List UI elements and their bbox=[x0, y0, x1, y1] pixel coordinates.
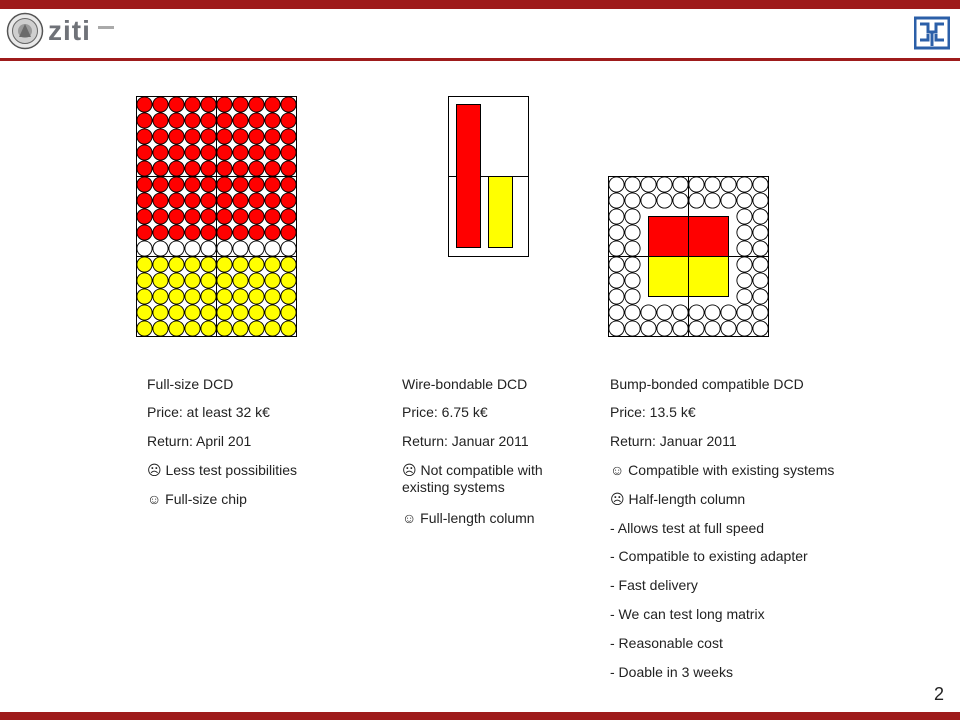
pixel-circle bbox=[137, 273, 152, 288]
pixel-circle bbox=[217, 97, 232, 112]
pixel-circle bbox=[609, 257, 624, 272]
pixel-circle bbox=[233, 273, 248, 288]
pixel-circle bbox=[233, 257, 248, 272]
pixel-circle bbox=[249, 145, 264, 160]
pixel-circle bbox=[137, 209, 152, 224]
pixel-circle bbox=[233, 241, 248, 256]
pixel-circle bbox=[265, 193, 280, 208]
pixel-circle bbox=[249, 241, 264, 256]
pixel-circle bbox=[753, 177, 768, 192]
pixel-circle bbox=[201, 193, 216, 208]
col2-con: ☹ Not compatible with existing systems bbox=[402, 462, 543, 495]
pixel-circle bbox=[137, 257, 152, 272]
pixel-circle bbox=[185, 257, 200, 272]
pixel-circle bbox=[169, 113, 184, 128]
pixel-circle bbox=[265, 289, 280, 304]
university-seal-icon bbox=[6, 12, 44, 50]
pixel-circle bbox=[169, 145, 184, 160]
pixel-circle bbox=[609, 289, 624, 304]
pixel-circle bbox=[281, 289, 296, 304]
pixel-circle bbox=[609, 177, 624, 192]
pixel-circle bbox=[737, 257, 752, 272]
pixel-circle bbox=[737, 225, 752, 240]
pixel-circle bbox=[169, 161, 184, 176]
pixel-circle bbox=[609, 225, 624, 240]
pixel-circle bbox=[281, 209, 296, 224]
pixel-circle bbox=[625, 321, 640, 336]
bump-bonded-dcd-diagram bbox=[608, 176, 770, 338]
pixel-circle bbox=[169, 129, 184, 144]
pixel-circle bbox=[737, 289, 752, 304]
col1-pro: ☺ Full-size chip bbox=[147, 491, 247, 507]
pixel-circle bbox=[265, 161, 280, 176]
pixel-circle bbox=[609, 273, 624, 288]
pixel-circle bbox=[265, 241, 280, 256]
pixel-circle bbox=[137, 289, 152, 304]
col3-bullet: - We can test long matrix bbox=[610, 606, 765, 622]
pixel-circle bbox=[201, 177, 216, 192]
pixel-circle bbox=[233, 321, 248, 336]
pixel-circle bbox=[281, 225, 296, 240]
pixel-circle bbox=[265, 97, 280, 112]
header-rule bbox=[0, 58, 960, 61]
pixel-circle bbox=[657, 305, 672, 320]
pixel-circle bbox=[705, 321, 720, 336]
col3-return: Return: Januar 2011 bbox=[610, 433, 737, 449]
pixel-circle bbox=[185, 241, 200, 256]
pixel-circle bbox=[625, 193, 640, 208]
pixel-circle bbox=[169, 321, 184, 336]
pixel-circle bbox=[625, 241, 640, 256]
pixel-circle bbox=[169, 257, 184, 272]
col1-return: Return: April 201 bbox=[147, 433, 252, 449]
pixel-circle bbox=[249, 97, 264, 112]
pixel-circle bbox=[625, 305, 640, 320]
pixel-circle bbox=[753, 321, 768, 336]
pixel-circle bbox=[137, 193, 152, 208]
pixel-circle bbox=[609, 193, 624, 208]
pixel-circle bbox=[641, 177, 656, 192]
pixel-circle bbox=[153, 257, 168, 272]
pixel-circle bbox=[249, 177, 264, 192]
pixel-circle bbox=[753, 193, 768, 208]
pixel-circle bbox=[137, 305, 152, 320]
pixel-circle bbox=[281, 145, 296, 160]
pixel-circle bbox=[673, 193, 688, 208]
pixel-circle bbox=[737, 209, 752, 224]
pixel-circle bbox=[737, 273, 752, 288]
pixel-circle bbox=[169, 225, 184, 240]
pixel-circle bbox=[137, 177, 152, 192]
col3-bullet: - Allows test at full speed bbox=[610, 520, 765, 536]
wire-bondable-dcd-diagram bbox=[448, 96, 530, 258]
pixel-circle bbox=[217, 305, 232, 320]
pixel-circle bbox=[153, 177, 168, 192]
pixel-circle bbox=[249, 129, 264, 144]
pixel-circle bbox=[217, 113, 232, 128]
pixel-circle bbox=[249, 161, 264, 176]
pixel-circle bbox=[137, 321, 152, 336]
pixel-circle bbox=[185, 225, 200, 240]
col2-return: Return: Januar 2011 bbox=[402, 433, 529, 449]
pixel-circle bbox=[201, 129, 216, 144]
pixel-circle bbox=[721, 177, 736, 192]
pixel-circle bbox=[265, 177, 280, 192]
pixel-circle bbox=[169, 177, 184, 192]
col3-price: Price: 13.5 k€ bbox=[610, 404, 696, 420]
pixel-circle bbox=[217, 289, 232, 304]
col3-pro: ☺ Compatible with existing systems bbox=[610, 462, 835, 478]
pixel-circle bbox=[137, 145, 152, 160]
pixel-circle bbox=[737, 177, 752, 192]
pixel-circle bbox=[201, 161, 216, 176]
bottom-bar bbox=[0, 712, 960, 720]
pixel-circle bbox=[705, 177, 720, 192]
pixel-circle bbox=[169, 209, 184, 224]
pixel-circle bbox=[265, 305, 280, 320]
pixel-circle bbox=[641, 193, 656, 208]
pixel-circle bbox=[737, 241, 752, 256]
pixel-circle bbox=[753, 289, 768, 304]
pixel-circle bbox=[249, 257, 264, 272]
pixel-circle bbox=[185, 289, 200, 304]
pixel-circle bbox=[153, 129, 168, 144]
pixel-circle bbox=[217, 177, 232, 192]
pixel-circle bbox=[201, 225, 216, 240]
pixel-circle bbox=[265, 129, 280, 144]
pixel-circle bbox=[153, 305, 168, 320]
pixel-circle bbox=[753, 273, 768, 288]
pixel-circle bbox=[689, 193, 704, 208]
col2-title: Wire-bondable DCD bbox=[402, 376, 528, 392]
pixel-circle bbox=[281, 257, 296, 272]
logo-dots bbox=[98, 26, 114, 29]
column-full-size bbox=[147, 376, 367, 516]
pixel-circle bbox=[153, 97, 168, 112]
pixel-circle bbox=[281, 241, 296, 256]
pixel-circle bbox=[721, 321, 736, 336]
col2-price: Price: 6.75 k€ bbox=[402, 404, 488, 420]
pixel-circle bbox=[137, 97, 152, 112]
pixel-circle bbox=[737, 305, 752, 320]
pixel-circle bbox=[705, 193, 720, 208]
col3-bullet: - Reasonable cost bbox=[610, 635, 723, 651]
pixel-circle bbox=[689, 321, 704, 336]
pixel-circle bbox=[249, 113, 264, 128]
pixel-circle bbox=[609, 305, 624, 320]
pixel-circle bbox=[625, 209, 640, 224]
pixel-circle bbox=[737, 321, 752, 336]
pixel-circle bbox=[281, 177, 296, 192]
pixel-circle bbox=[201, 97, 216, 112]
pixel-circle bbox=[233, 145, 248, 160]
pixel-circle bbox=[153, 193, 168, 208]
pixel-circle bbox=[153, 113, 168, 128]
pixel-circle bbox=[249, 273, 264, 288]
pixel-circle bbox=[233, 113, 248, 128]
pixel-circle bbox=[609, 209, 624, 224]
pixel-circle bbox=[281, 193, 296, 208]
col3-bullet: - Compatible to existing adapter bbox=[610, 548, 808, 564]
pixel-circle bbox=[217, 241, 232, 256]
pixel-circle bbox=[137, 161, 152, 176]
pixel-circle bbox=[201, 305, 216, 320]
pixel-circle bbox=[233, 161, 248, 176]
pixel-circle bbox=[153, 209, 168, 224]
institute-logo-icon bbox=[914, 16, 950, 50]
pixel-circle bbox=[281, 129, 296, 144]
pixel-circle bbox=[249, 305, 264, 320]
pixel-circle bbox=[249, 209, 264, 224]
pixel-circle bbox=[153, 321, 168, 336]
pixel-circle bbox=[281, 273, 296, 288]
pixel-circle bbox=[265, 209, 280, 224]
pixel-circle bbox=[265, 145, 280, 160]
pixel-circle bbox=[137, 225, 152, 240]
col3-con: ☹ Half-length column bbox=[610, 491, 746, 507]
pixel-circle bbox=[673, 321, 688, 336]
pixel-circle bbox=[657, 177, 672, 192]
pixel-circle bbox=[265, 321, 280, 336]
col3-bullet: - Fast delivery bbox=[610, 577, 698, 593]
pixel-circle bbox=[169, 305, 184, 320]
pixel-circle bbox=[137, 241, 152, 256]
pixel-circle bbox=[753, 241, 768, 256]
pixel-circle bbox=[233, 225, 248, 240]
pixel-circle bbox=[217, 225, 232, 240]
top-bar bbox=[0, 0, 960, 9]
pixel-circle bbox=[137, 113, 152, 128]
pixel-circle bbox=[753, 305, 768, 320]
pixel-circle bbox=[201, 241, 216, 256]
pixel-circle bbox=[169, 273, 184, 288]
pixel-circle bbox=[753, 257, 768, 272]
pixel-circle bbox=[185, 321, 200, 336]
pixel-circle bbox=[153, 289, 168, 304]
pixel-circle bbox=[233, 97, 248, 112]
pixel-circle bbox=[217, 193, 232, 208]
column-wire-bondable bbox=[402, 376, 582, 536]
pixel-circle bbox=[217, 145, 232, 160]
pixel-circle bbox=[217, 161, 232, 176]
col1-con: ☹ Less test possibilities bbox=[147, 462, 297, 478]
pixel-circle bbox=[185, 113, 200, 128]
pixel-circle bbox=[625, 273, 640, 288]
pixel-circle bbox=[153, 145, 168, 160]
pixel-circle bbox=[169, 97, 184, 112]
pixel-circle bbox=[217, 273, 232, 288]
pixel-circle bbox=[657, 193, 672, 208]
pixel-circle bbox=[753, 209, 768, 224]
pixel-circle bbox=[233, 209, 248, 224]
pixel-circle bbox=[153, 273, 168, 288]
pixel-circle bbox=[265, 113, 280, 128]
header bbox=[0, 9, 960, 60]
pixel-circle bbox=[673, 305, 688, 320]
pixel-circle bbox=[233, 305, 248, 320]
pixel-circle bbox=[721, 193, 736, 208]
col3-title: Bump-bonded compatible DCD bbox=[610, 376, 804, 392]
pixel-circle bbox=[233, 289, 248, 304]
pixel-circle bbox=[185, 193, 200, 208]
pixel-circle bbox=[169, 193, 184, 208]
pixel-circle bbox=[281, 97, 296, 112]
col1-title: Full-size DCD bbox=[147, 376, 234, 392]
pixel-circle bbox=[625, 289, 640, 304]
pixel-circle bbox=[689, 305, 704, 320]
pixel-circle bbox=[153, 241, 168, 256]
pixel-circle bbox=[137, 129, 152, 144]
pixel-circle bbox=[201, 273, 216, 288]
pixel-circle bbox=[281, 305, 296, 320]
pixel-circle bbox=[201, 209, 216, 224]
pixel-circle bbox=[185, 305, 200, 320]
pixel-circle bbox=[233, 129, 248, 144]
pixel-circle bbox=[641, 321, 656, 336]
column-bump-bonded bbox=[610, 376, 910, 686]
pixel-circle bbox=[185, 209, 200, 224]
pixel-circle bbox=[169, 241, 184, 256]
pixel-circle bbox=[185, 97, 200, 112]
pixel-circle bbox=[249, 289, 264, 304]
col3-bullet: - Doable in 3 weeks bbox=[610, 664, 733, 680]
pixel-circle bbox=[201, 145, 216, 160]
pixel-circle bbox=[185, 129, 200, 144]
pixel-circle bbox=[753, 225, 768, 240]
full-size-dcd-diagram bbox=[136, 96, 298, 338]
pixel-circle bbox=[689, 177, 704, 192]
pixel-circle bbox=[201, 289, 216, 304]
pixel-circle bbox=[625, 177, 640, 192]
ziti-logo: ziti bbox=[48, 15, 91, 46]
pixel-circle bbox=[641, 305, 656, 320]
pixel-circle bbox=[625, 225, 640, 240]
pixel-circle bbox=[657, 321, 672, 336]
pixel-circle bbox=[673, 177, 688, 192]
pixel-circle bbox=[201, 321, 216, 336]
pixel-circle bbox=[249, 193, 264, 208]
pixel-circle bbox=[281, 113, 296, 128]
pixel-circle bbox=[201, 113, 216, 128]
pixel-circle bbox=[169, 289, 184, 304]
pixel-circle bbox=[265, 225, 280, 240]
pixel-circle bbox=[249, 321, 264, 336]
pixel-circle bbox=[185, 145, 200, 160]
pixel-circle bbox=[153, 161, 168, 176]
pixel-circle bbox=[609, 321, 624, 336]
pixel-circle bbox=[217, 129, 232, 144]
pixel-circle bbox=[625, 257, 640, 272]
pixel-circle bbox=[705, 305, 720, 320]
full-length-column-bar bbox=[457, 105, 481, 248]
pixel-circle bbox=[721, 305, 736, 320]
pixel-circle bbox=[249, 225, 264, 240]
pixel-circle bbox=[201, 257, 216, 272]
pixel-circle bbox=[233, 193, 248, 208]
pixel-circle bbox=[265, 273, 280, 288]
pixel-circle bbox=[737, 193, 752, 208]
pixel-circle bbox=[281, 321, 296, 336]
pixel-circle bbox=[609, 241, 624, 256]
pixel-circle bbox=[185, 177, 200, 192]
pixel-circle bbox=[185, 161, 200, 176]
pixel-circle bbox=[153, 225, 168, 240]
pixel-circle bbox=[265, 257, 280, 272]
pixel-circle bbox=[217, 209, 232, 224]
short-column-bar bbox=[489, 177, 513, 248]
col1-price: Price: at least 32 k€ bbox=[147, 404, 270, 420]
pixel-circle bbox=[217, 321, 232, 336]
col2-pro: ☺ Full-length column bbox=[402, 510, 535, 526]
pixel-circle bbox=[281, 161, 296, 176]
pixel-circle bbox=[217, 257, 232, 272]
pixel-circle bbox=[185, 273, 200, 288]
pixel-circle bbox=[233, 177, 248, 192]
page-number: 2 bbox=[934, 684, 945, 704]
